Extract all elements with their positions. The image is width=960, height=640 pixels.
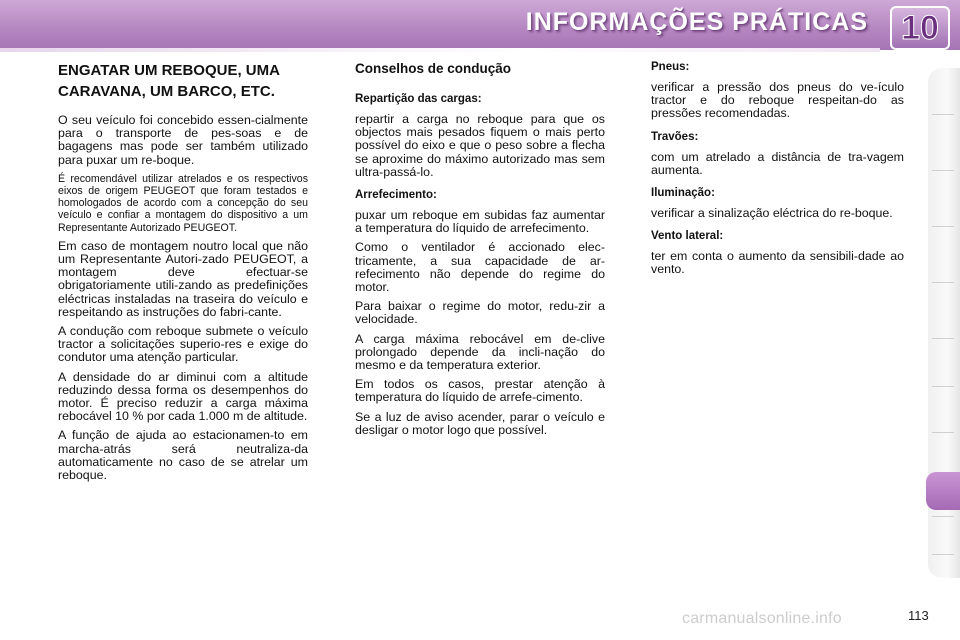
tab-divider [932,338,954,339]
paragraph: A condução com reboque submete o veículo tractor a solicitações superio-res e exige do condutor uma atenção particular. [58,324,308,365]
paragraph: Se a luz de aviso acender, parar o veículo e desligar o motor logo que possível. [355,409,605,437]
paragraph: verificar a pressão dos pneus do ve-ículo tractor e do reboque respeitan-do as pressões recomendadas. [651,80,904,121]
paragraph: Para baixar o regime do motor, redu-zir a velocidade. [355,299,605,327]
subheading: Arrefecimento: [355,189,437,202]
subheading: Repartição das cargas: [355,93,482,105]
column-checks [651,60,904,286]
section-brakes [651,130,904,177]
paragraph: A função de ajuda ao estacionamen-to em marcha-atrás será neutraliza-da automaticamente no caso de se atrelar um reboque. [58,428,308,483]
section-crosswind [651,229,904,276]
paragraph: Como o ventilador é accionado elec-tricamente, a sua capacidade de ar-refecimento não depende do regime do motor. [355,240,605,295]
section-cooling [355,188,605,437]
subheading: Vento lateral: [651,230,724,243]
tab-divider [932,114,954,115]
column-towing-intro [58,60,308,488]
section-load-distribution [355,92,605,179]
paragraph: A carga máxima rebocável em de-clive prolongado depende da incli-nação do mesmo e da temperatura exterior. [355,331,605,373]
active-chapter-tab [926,472,960,510]
header-stripe [0,48,880,52]
tab-divider [932,386,954,387]
tab-divider [932,432,954,433]
recommendation-note: É recomendável utilizar atrelados e os respectivos eixos de origem PEUGEOT que foram testados e homologados de acordo com a concepção do seu veículo e confiar a montagem do dispositivo a um Representante Autorizado PEUGEOT. [58,172,308,234]
tab-divider [932,554,954,555]
subheading: Iluminação: [651,187,715,200]
section-tyres [651,60,904,121]
paragraph: verificar a sinalização eléctrica do re-boque. [651,206,893,221]
paragraph: A densidade do ar diminui com a altitude reduzindo dessa forma os desempenhos do motor. É preciso reduzir a carga máxima rebocável 10 % por cada 1.000 m de altitude. [58,369,308,424]
tab-divider [932,516,954,517]
column-driving-advice [355,60,605,446]
paragraph: com um atrelado a distância de tra-vagem aumenta. [651,149,904,177]
paragraph: O seu veículo foi concebido essen-cialmente para o transporte de pes-soas e de bagagens mas pode ser também utilizado para puxar um re-boque. [58,113,308,167]
subheading: Pneus: [651,61,690,73]
paragraph: Em caso de montagem noutro local que não um Representante Autori-zado PEUGEOT, a montagem deve efectuar-se obrigatoriamente utili-zando as predefinições eléctricas instaladas na traseira do veículo e respeitando as instruções do fabri-cante. [58,238,308,319]
paragraph: puxar um reboque em subidas faz aumentar a temperatura do líquido de arrefecimento. [355,208,605,236]
paragraph: repartir a carga no reboque para que os objectos mais pesados fiquem o mais perto possível do eixo e que o peso sobre a flecha se aproxime do máximo autorizado mas sem ultra-passá-lo. [355,112,605,179]
chapter-number: 10 [901,9,939,47]
tab-divider [932,226,954,227]
watermark: carmanualsonline.info [682,610,842,627]
tab-divider [932,282,954,283]
paragraph: ter em conta o aumento da sensibili-dade ao vento. [651,249,904,277]
towing-heading: ENGATAR UM REBOQUE, UMA CARAVANA, UM BARCO, ETC. [58,62,280,100]
page-number: 113 [908,608,929,623]
subheading: Travões: [651,130,699,143]
driving-advice-heading: Conselhos de condução [355,61,512,76]
section-lighting [651,186,904,220]
paragraph: Em todos os casos, prestar atenção à temperatura do líquido de arrefe-cimento. [355,377,605,405]
tab-divider [932,170,954,171]
section-title: INFORMAÇÕES PRÁTICAS [525,8,868,36]
chapter-number-badge [890,6,950,50]
